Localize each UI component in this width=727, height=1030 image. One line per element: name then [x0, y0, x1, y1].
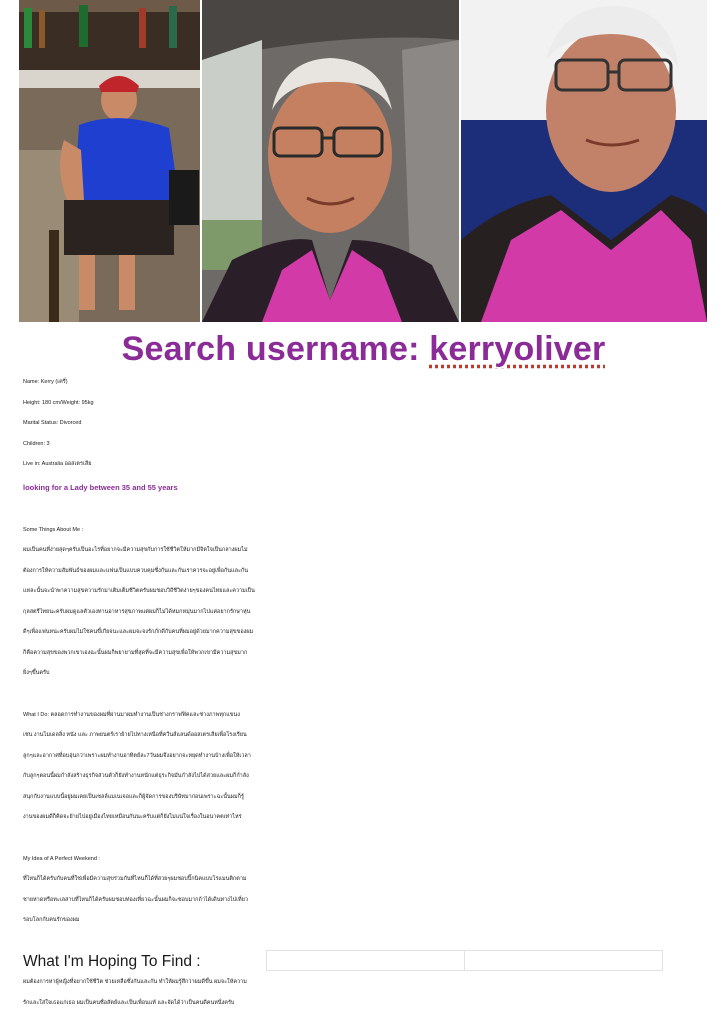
search-username-headline	[0, 330, 727, 369]
about-line: ยิ่งๆขึ้นครับ	[23, 670, 50, 676]
hoping-line: ผมต้องการหาผู้หญิงที่อยากใช้ชีวิต ช่วยเหลือซึ่งกันและกัน ทำให้ผมรู้สึกว่าผมดีขึ้น ผมจะให้ความ	[23, 979, 247, 985]
work-line: What I Do: ตลอดการทำงานของผมที่ผ่านมาผมทำงานเป็นช่างกราฟฟิคและช่างภาพทุกแขนง	[23, 711, 240, 718]
weekend-line: รอบโลกกับคนรักของผม	[23, 917, 80, 923]
about-line: ดีๆเพื่อแฟนหน่ะครับผมไม่ใช่คนขี้เกียจนะและผมจะจงรักภักดีกับคนที่ผมอยู่ด้วยมากความสุขของผม	[23, 629, 254, 635]
about-line: แหละนั้นจะนำพาความสุขความรักมาเติมเต็มชีวิตครับผมชอบวิถีชีวิตง่ายๆของคนไทยและความเป็น	[23, 588, 255, 594]
profile-name: Name: Kerry (เครี่)	[23, 379, 68, 385]
work-section	[23, 705, 713, 828]
about-line: ต้องการให้ความสัมพันธ์ของผมและแฟนเป็นแบบควบคุมซึ่งกันและกันเราควรจะอยู่เพื่อกันและกัน	[23, 567, 249, 574]
profile-location: Live in: Australia ออสเตรเลีย	[23, 461, 92, 467]
username: kerryoliver	[429, 330, 606, 368]
about-section	[23, 520, 713, 684]
about-line: กุลสตรีไทยนะครับผมดูแลตัวเองทานอาหารสุขภาพแต่ผมก็ไม่ได้หมกหมุ่นมากไปแค่อยากรักษาหุ่น	[23, 608, 251, 615]
hoping-line: รักและใส่ใจเธอแก่เธอ ผมเป็นคนซื่อสัตย์และเป็นเพื่อนแท้ และจัดได้ว่าเป็นคนดีคนหนึ่งครับ	[23, 999, 235, 1006]
about-title: Some Things About Me :	[23, 526, 84, 533]
headline-prefix: Search username:	[121, 330, 430, 368]
work-line: สนุกกับงานแบบนี้อยู่ผมเคยเป็นเซลล์แมเนเจอและก็ผู้จัดการของบริษัทมาก่อนเพราะฉะนั้นผมก็รู้	[23, 793, 244, 800]
profile-marital-status: Marital Status: Divorced	[23, 420, 82, 426]
weekend-section	[23, 849, 713, 931]
photo-strip	[19, 0, 707, 322]
about-line: ผมเป็นคนที่ง่ายสุดๆครับเป็นอะไรที่อยากจะมีความสุขกับการใช้ชีวิตให้มากมีจิตใจเป็นกลางผมไม่	[23, 547, 248, 553]
photo-pink-shirt	[461, 0, 707, 322]
profile-content	[23, 372, 713, 1013]
profile-height-weight: Height: 180 cm/Weight: 95kg	[23, 399, 94, 406]
table-grid-decoration	[266, 950, 663, 971]
looking-for-text: looking for a Lady between 35 and 55 years	[23, 482, 178, 492]
weekend-line: ชายหาดหรือทะเลสาบที่ไหนก็ได้ครับผมชอบท่องเที่ยวฉะนั้นผมก็จะชอบมากถ้าได้เดินทางไปเที่ยว	[23, 896, 248, 903]
hoping-title: What I'm Hoping To Find :	[23, 952, 201, 970]
profile-children: Children: 3	[23, 440, 50, 447]
hoping-title-wrap	[23, 952, 201, 973]
weekend-title: My Idea of A Perfect Weekend :	[23, 855, 100, 862]
hoping-section	[23, 952, 713, 1014]
work-line: งานของผมดีก็คิดจะย้ายไปอยู่เมืองไทยเหมือนกันนะครับแต่ก็ยังไม่แน่ใจเรื่องในอนาคตเท่าไหร่	[23, 814, 242, 820]
photo-car-selfie	[202, 0, 459, 322]
about-line: ก็คือความสุขของพวกเขาเองฉะนั้นผมก็พยายามที่สุดที่จะมีความสุขเพื่อให้พวกเขามีความสุขมาก	[23, 649, 248, 656]
work-line: ลูกๆและอากาศที่อบอุ่นกว่าเพราะผมทำงานอาทิตย์ละ7วันผมจึงอยากจะหยุดทำงานบ้างเพื่อให้เวลา	[23, 752, 251, 759]
weekend-line: ที่ไหนก็ได้ครับกับคนที่ใช่เพื่อมีความสุขร่วมกันที่ไหนก็ได้ที่สวยๆผมชอบปิ๊กนิคแบบโรแมนติกตาม	[23, 876, 247, 882]
photo-blue-shirt	[19, 0, 200, 322]
work-line: เช่น งานโมเดลลิ่ง หนัง และ ภาพยนตร์เราย้ายไปทางเหนือที่ควีนส์แลนด์ออสเตรเลียเพื่อโรงเรียน	[23, 732, 247, 738]
work-line: กับลูกๆตอนนี้ผมกำลังสร้างธุรกิจส่วนตัวก็ยังทำงานหนักแต่ธุระกิจมันกำลังไปได้สวยและผมก็กำลัง	[23, 773, 249, 779]
